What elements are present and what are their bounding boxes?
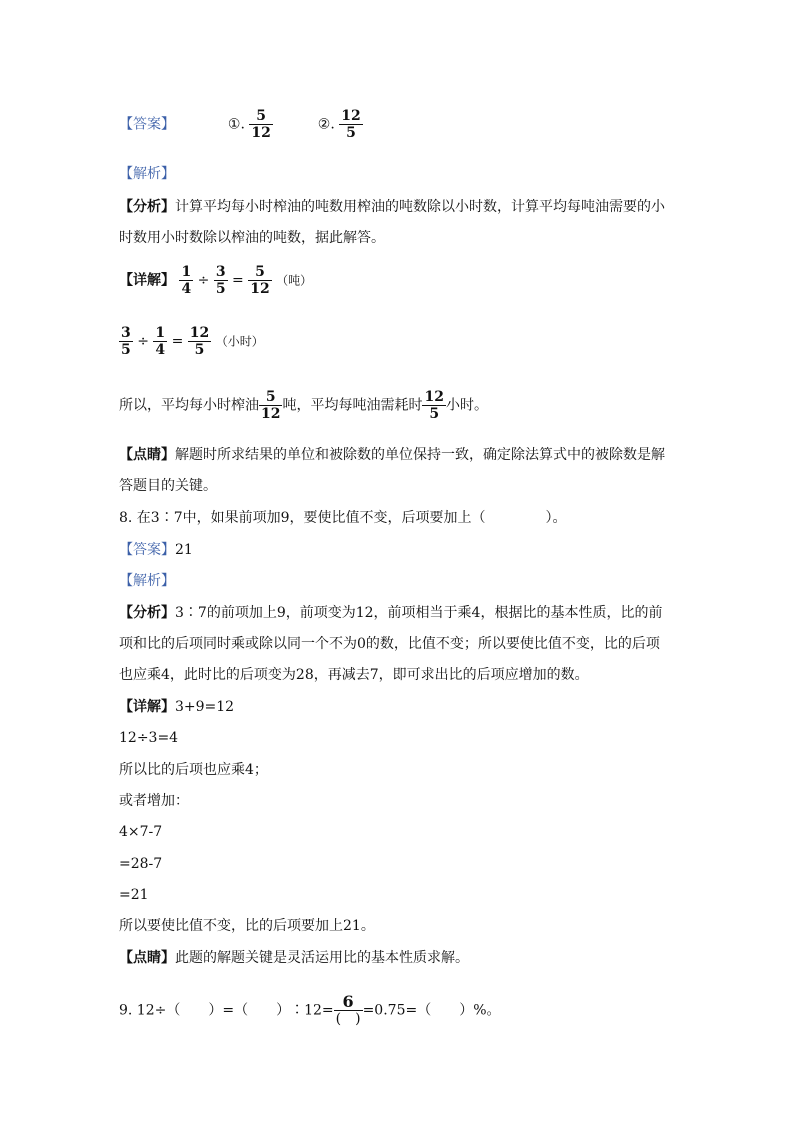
answer-2-marker: ②. <box>317 116 335 133</box>
detail-tag: 【详解】 <box>119 272 175 289</box>
q8-fenxi-line2: 项和比的后项同时乘或除以同一个不为0的数，比值不变；所以要使比值不变，比的后项 <box>119 636 660 652</box>
fenxi-tag: 【分析】 <box>119 199 175 215</box>
q8-fenxi-line3: 也应乘4，此时比的后项变为28，再减去7，即可求出比的后项应增加的数。 <box>119 667 589 683</box>
q7-dianjing-line1: 【点睛】解题时所求结果的单位和被除数的单位保持一致，确定除法算式中的被除数是解 <box>119 447 665 463</box>
q8-question: 8. 在3∶7中，如果前项加9，要使比值不变，后项要加上（ ）。 <box>119 510 567 526</box>
answer-1-fraction: $\frac{5}{12}$ <box>251 108 271 141</box>
q8-step: 4×7-7 <box>119 824 163 840</box>
q7-analysis-heading <box>119 165 175 183</box>
q8-step: 所以要使比值不变，比的后项要加上21。 <box>119 918 375 934</box>
concl-frac-1: $\frac{5}{12}$ <box>261 389 281 422</box>
q7-detail-calc1: 【详解】 $\frac{1}{4}$ ÷ $\frac{3}{5}$ = $\frac{5}{12}$ （吨） <box>119 264 313 297</box>
q8-analysis-heading: 【解析】 <box>119 573 175 589</box>
q9-fraction: 6 ( ) <box>335 992 361 1027</box>
q8-detail-line: 【详解】3+9=12 <box>119 699 235 715</box>
calc2-a: $\frac{3}{5}$ <box>121 325 131 358</box>
calc1-result: $\frac{5}{12}$ <box>250 264 270 297</box>
calc1-b: $\frac{3}{5}$ <box>215 264 226 297</box>
q8-step: =28-7 <box>119 856 163 872</box>
q7-fenxi-line1: 【分析】计算平均每小时榨油的吨数用榨油的吨数除以小时数，计算平均每吨油需要的小 <box>119 199 665 215</box>
answer-tag: 【答案】 <box>119 116 175 133</box>
q8-step: 12÷3=4 <box>119 730 179 746</box>
concl-frac-2: $\frac{12}{5}$ <box>424 389 444 422</box>
q7-answer-line <box>119 108 363 141</box>
q8-answer-value: 21 <box>175 542 193 558</box>
q7-conclusion: 所以，平均每小时榨油 $\frac{5}{12}$ 吨，平均每吨油需耗时 $\frac{12}{5}$ 小时。 <box>119 389 488 422</box>
q8-step: 所以比的后项也应乘4； <box>119 762 268 778</box>
calc1-a: $\frac{1}{4}$ <box>181 264 192 297</box>
calc2-b: $\frac{1}{4}$ <box>155 325 166 358</box>
q8-step: 或者增加： <box>119 793 189 809</box>
q7-fenxi-line2: 时数用小时数除以榨油的吨数，据此解答。 <box>119 230 385 246</box>
q8-answer-line: 【答案】21 <box>119 542 193 558</box>
q8-fenxi-line1: 【分析】3∶7的前项加上9，前项变为12，前项相当于乘4，根据比的基本性质，比的前 <box>119 605 663 621</box>
analysis-tag: 【解析】 <box>119 166 175 182</box>
answer-2-fraction: $\frac{12}{5}$ <box>341 108 361 141</box>
calc2-result: $\frac{12}{5}$ <box>189 325 210 358</box>
q7-dianjing-line2: 答题目的关键。 <box>119 478 217 494</box>
q9-question: 9. 12÷（ ）=（ ）∶12= 6 ( ) =0.75=（ ）%。 <box>119 992 501 1027</box>
dianjing-tag: 【点睛】 <box>119 447 175 463</box>
q7-detail-calc2: $\frac{3}{5}$ ÷ $\frac{1}{4}$ = $\frac{12}{5}$ （小时） <box>121 325 264 358</box>
answer-1-marker: ①. <box>227 116 245 133</box>
q8-step: =21 <box>119 887 149 903</box>
q8-dianjing: 【点睛】此题的解题关键是灵活运用比的基本性质求解。 <box>119 950 469 966</box>
